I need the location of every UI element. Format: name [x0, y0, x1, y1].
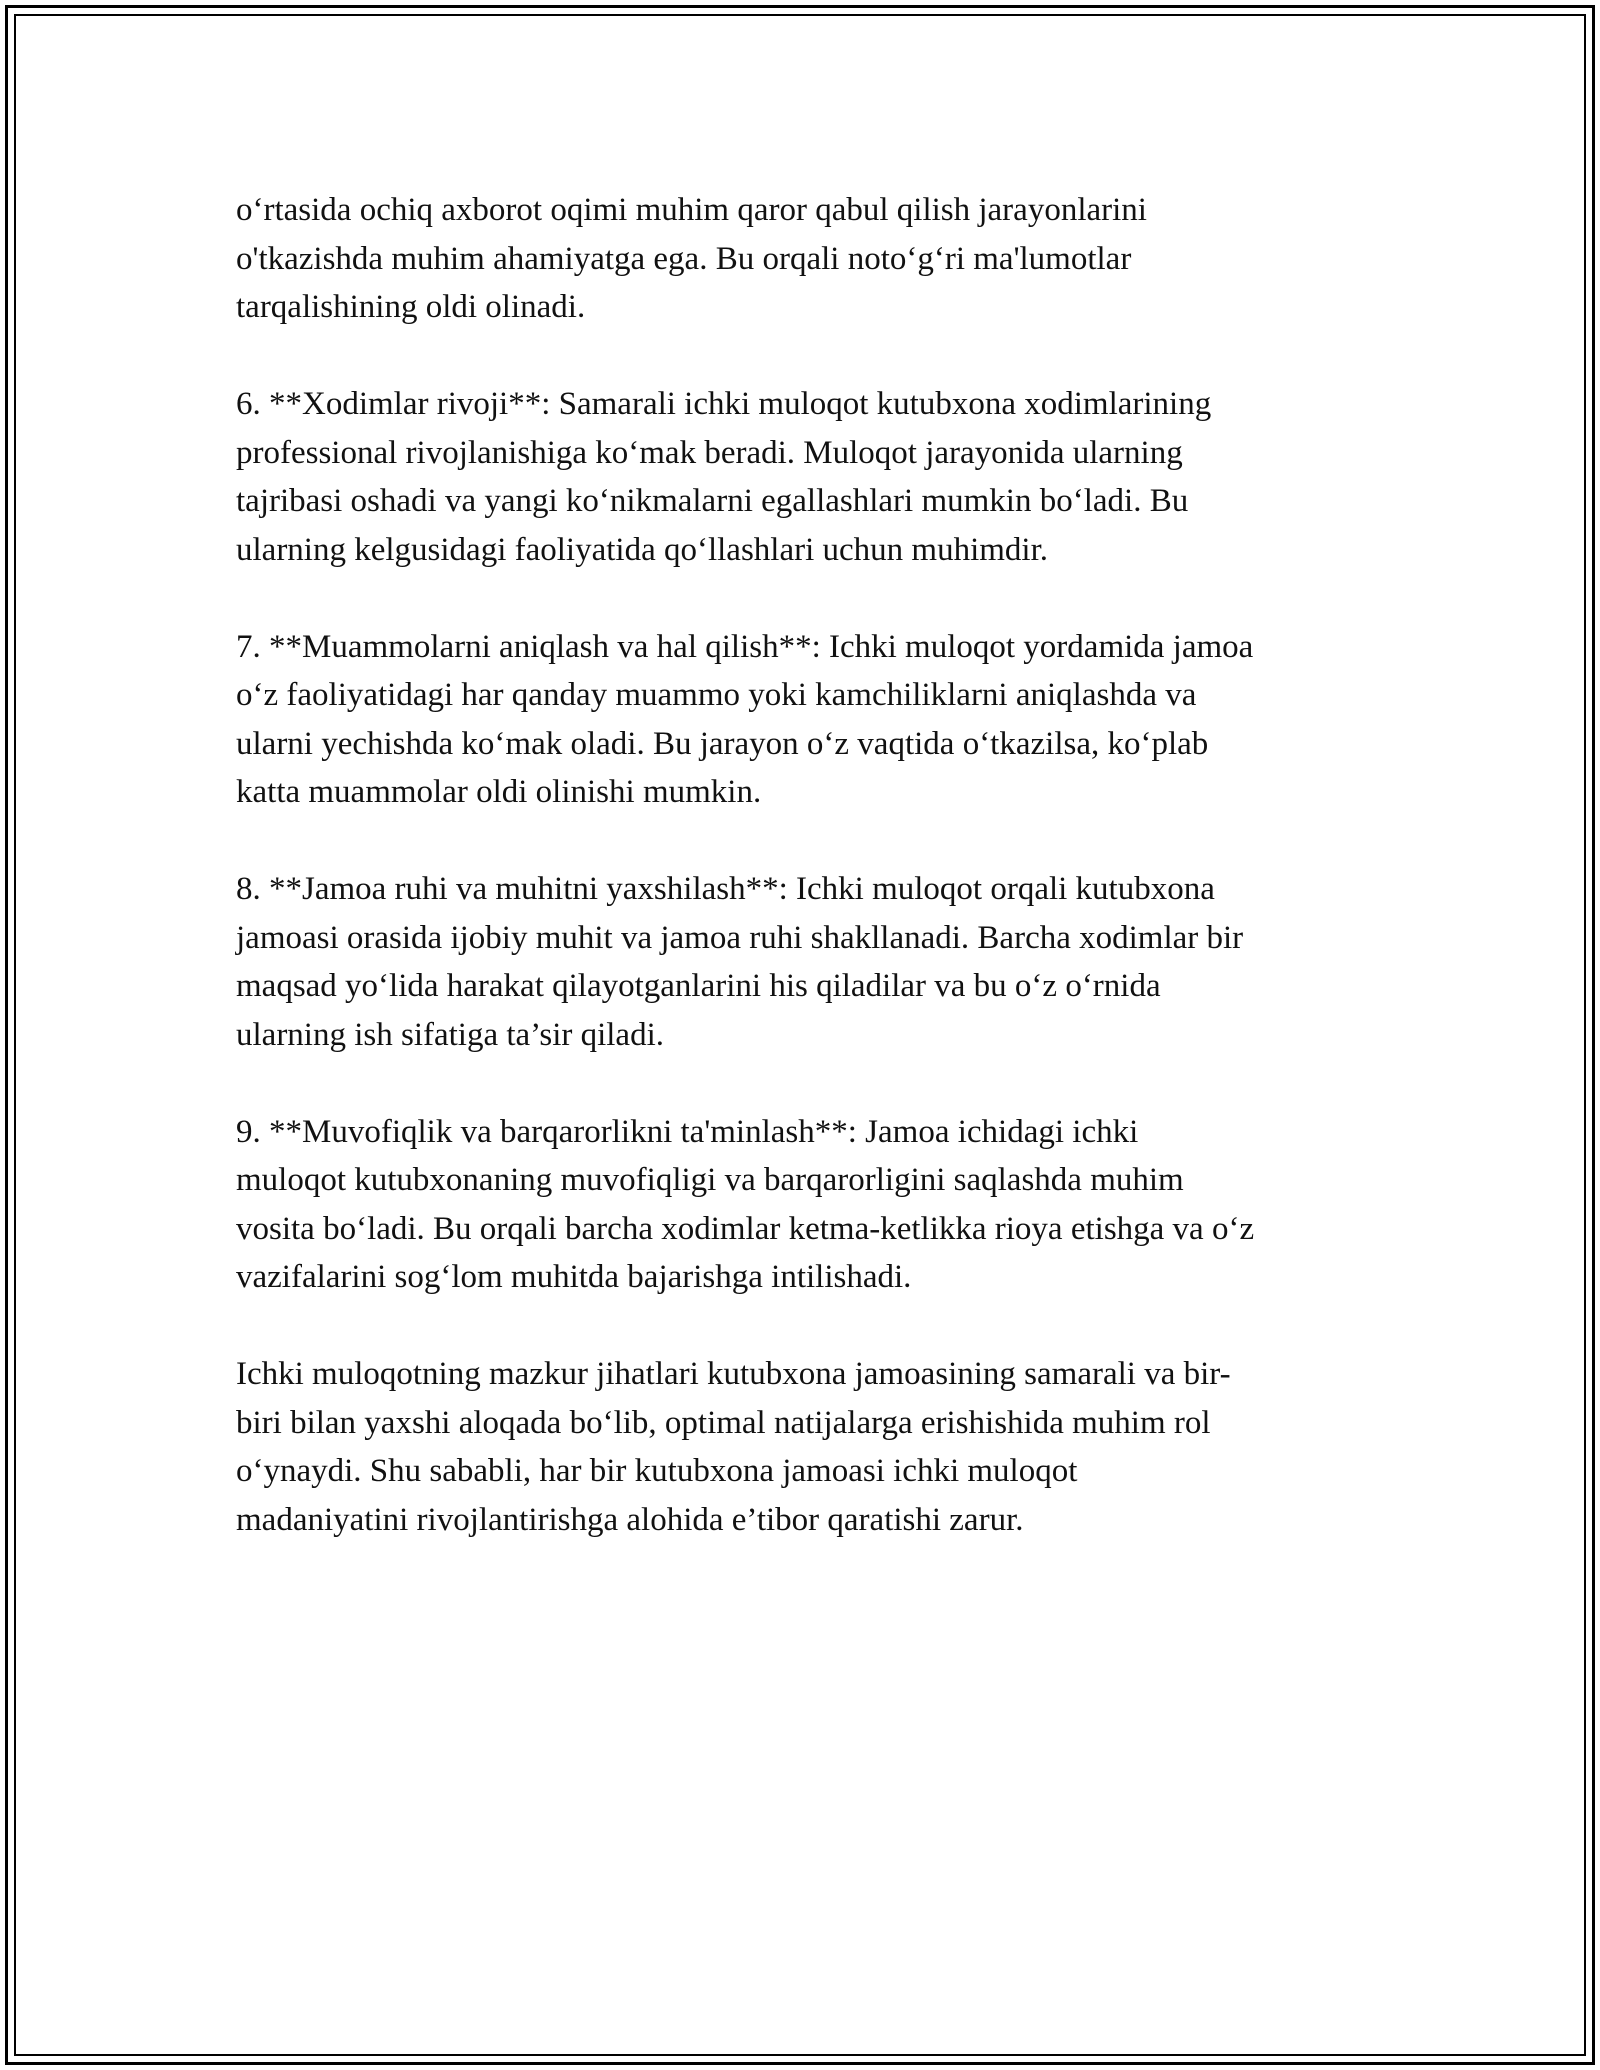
paragraph-item-6: 6. **Xodimlar rivoji**: Samarali ichki muloqot kutubxona xodimlarining professional rivojlanishiga ko‘mak beradi. Muloqot jarayonida ularning tajribasi oshadi va yangi ko‘nikmalarni egallashlari mumkin bo‘ladi. Bu ularning kelgusidagi faoliyatida qo‘llashlari uchun muhimdir.: [236, 386, 1212, 568]
paragraph-conclusion: Ichki muloqotning mazkur jihatlari kutubxona jamoasining samarali va bir- biri bilan yaxshi aloqada bo‘lib, optimal natijalarga erishishida muhim rol o‘ynaydi. Shu sababli, har bir kutubxona jamoasi ichki muloqot madaniyatini rivojlantirishga alohida e’tibor qaratishi zarur.: [236, 1356, 1231, 1538]
paragraph-item-8: 8. **Jamoa ruhi va muhitni yaxshilash**: Ichki muloqot orqali kutubxona jamoasi orasida ijobiy muhit va jamoa ruhi shakllanadi. Barcha xodimlar bir maqsad yo‘lida harakat qilayotganlarini his qiladilar va bu o‘z o‘rnida ularning ish sifatiga ta’sir qiladi.: [236, 871, 1244, 1053]
paragraph-continuation: o‘rtasida ochiq axborot oqimi muhim qaror qabul qilish jarayonlarini o'tkazishda muhim ahamiyatga ega. Bu orqali noto‘g‘ri ma'lumotlar tarqalishining oldi olinadi.: [236, 192, 1147, 325]
document-body: [236, 186, 1376, 1593]
paragraph-item-9: 9. **Muvofiqlik va barqarorlikni ta'minlash**: Jamoa ichidagi ichki muloqot kutubxonaning muvofiqligi va barqarorligini saqlashda muhim vosita bo‘ladi. Bu orqali barcha xodimlar ketma-ketlikka rioya etishga va o‘z vazifalarini sog‘lom muhitda bajarishga intilishadi.: [236, 1113, 1255, 1295]
paragraph-item-7: 7. **Muammolarni aniqlash va hal qilish**: Ichki muloqot yordamida jamoa o‘z faoliyatidagi har qanday muammo yoki kamchiliklarni aniqlashda va ularni yechishda ko‘mak oladi. Bu jarayon o‘z vaqtida o‘tkazilsa, ko‘plab katta muammolar oldi olinishi mumkin.: [236, 628, 1254, 810]
